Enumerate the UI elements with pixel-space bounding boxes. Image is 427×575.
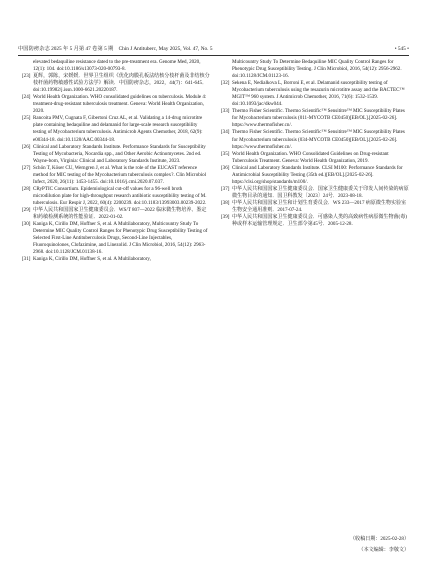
reference-text: elevated bedaquiline resistance dated to the pre-treatment era. Genome Med, 2020, 12(1): 104. doi:10.1186/s13073-020-00793-8. <box>33 59 201 73</box>
reference-number: [27] <box>22 164 31 171</box>
reference-entry <box>22 186 210 207</box>
reference-text: Kaniga K, Cirillo DM, Hoffner S, et al. A Multilaboratory, Multicountry Study To Determine MIC Quality Control Ranges for Phenotypic Drug Susceptibility Testing of Selected First-Line Antituberculosis Drugs, Second-Line Injectables, Fluoroquinolones, Clofazimine, and Linezolid. J Clin Microbiol, 2016, 54(12): 2963-2968. doi:10.1128/JCM.01138-16. <box>33 221 208 256</box>
reference-continuation <box>22 59 210 73</box>
reference-entry <box>221 200 409 214</box>
journal-header-text: 中国防痨杂志 2025 年 5 月第 47 卷第 5 期 Chin J Antituberc, May 2025, Vol. 47, No. 5 <box>18 46 213 52</box>
reference-entry <box>221 108 409 129</box>
reference-number: [25] <box>22 115 31 122</box>
header-rule <box>18 55 409 56</box>
references-right-column <box>221 59 409 228</box>
reference-text: Thermo Fisher Scientific. Thermo Scientific™ Sensititre™ MIC Susceptibility Plates for Mycobacterium tuberculosis (011-MYCOTB CE0450)[EB/OL].[2025-02-26]. https://www.thermofisher.cn/. <box>232 108 405 129</box>
page-number: • 545 • <box>394 46 409 52</box>
reference-number: [34] <box>221 129 230 136</box>
received-date: （收稿日期：2025-02-28） <box>350 536 409 542</box>
reference-text: Kaniga K, Cirillo DM, Hoffner S, et al. A Multilaboratory, <box>33 256 151 263</box>
reference-entry <box>22 207 210 221</box>
reference-text: Rancoita PMV, Cugnata F, Gibertoni Cruz AL, et al. Validating a 14-drug microtitre plate containing bedaquiline and delamanid for large-scale research susceptibility testing of Mycobacterium tuberculosis. Antimicrob Agents Chemother, 2018, 62(9): e00344-18. doi:10.1128/AAC.00344-18. <box>33 115 203 143</box>
reference-entry <box>22 144 210 165</box>
running-header <box>18 44 409 54</box>
reference-entry <box>221 151 409 165</box>
reference-number: [30] <box>22 221 31 228</box>
reference-text: World Health Organization. WHO Consolidated Guidelines on Drug-resistant Tuberculosis Treatment. Geneva: World Health Organization, 2019. <box>232 150 389 164</box>
reference-text: CRyPTIC Consortium. Epidemiological cut-off values for a 96-well broth microdilution plate for high-throughput research antibiotic susceptibility testing of M. tuberculosis. Eur Respir J, 2022, 60(4): 2200239. doi:10.1183/13993003.00239-2022. <box>33 185 207 206</box>
reference-number: [28] <box>22 185 31 192</box>
reference-number: [38] <box>221 199 230 206</box>
reference-number: [32] <box>221 80 230 87</box>
reference-number: [36] <box>221 164 230 171</box>
reference-text: 中华人民共和国国家卫生健康委员会．国家卫生健康委关于印发人间传染的病原微生物目录的通知．国卫科教发〔2023〕24号．2023-08-18. <box>232 185 409 199</box>
reference-entry <box>221 80 409 108</box>
reference-entry <box>22 94 210 115</box>
reference-text: 中华人民共和国国家卫生和计划生育委员会．WS 233—2017 病原微生物实验室生物安全通用准则．2017-07-24. <box>232 199 407 213</box>
reference-text: World Health Organization. WHO consolidated guidelines on tuberculosis. Module 4: treatment-drug-resistant tuberculosis treatment. Geneva: World Health Organization, 2020. <box>33 94 207 115</box>
reference-text: 中华人民共和国国家卫生健康委员会．WS/T 807—2022 临床微生物培养、鉴定和药敏检测系统的性能验证．2022-01-02. <box>33 206 207 221</box>
reference-text: 中华人民共和国国家卫生健康委员会．可感染人类的高致病性病原微生物菌(毒)种或样本运输管理规定．卫生部令第45号．2005-12-28. <box>232 214 407 228</box>
editor-credit: （本文编辑：李敬文） <box>358 547 409 553</box>
reference-number: [39] <box>221 214 230 221</box>
reference-text: Multicountry Study To Determine Bedaquiline MIC Quality Control Ranges for Phenotypic Drug Susceptibility Testing. J Clin Microbiol, 2016, 54(12): 2956-2962. doi:10.1128/JCM.01123-16. <box>232 59 402 80</box>
reference-text: 夏辉，郭陈，宋媛媛．世界卫生组织《优化肉膜孔板法结核分枝杆菌及非结核分枝杆菌药物敏感性试验方法学》解读．中国防痨杂志，2022，44(7)：641-645．doi:10.19982/j.issn.1000-6621.20220187. <box>33 73 210 94</box>
reference-entry <box>221 129 409 150</box>
reference-number: [26] <box>22 143 31 150</box>
reference-text: Clinical and Laboratory Standards Institute. Performance Standards for Susceptibility Testing of Mycobacteria, Nocardia spp., and Other Aerobic Actinomycetes. 2nd ed. Wayne-born, Virginia: Clinical and Laboratory Standards Institute, 2023. <box>33 143 206 164</box>
reference-continuation <box>221 59 409 80</box>
reference-entry <box>221 214 409 228</box>
reference-number: [23] <box>22 73 31 80</box>
reference-entry <box>22 73 210 94</box>
reference-entry <box>22 221 210 256</box>
reference-entry <box>22 115 210 143</box>
reference-number: [33] <box>221 108 230 115</box>
reference-entry <box>221 186 409 200</box>
reference-number: [24] <box>22 94 31 101</box>
references-left-column <box>22 59 210 263</box>
reference-number: [35] <box>221 150 230 157</box>
reference-entry <box>221 165 409 186</box>
reference-number: [37] <box>221 185 230 192</box>
reference-text: Sekena E, Nedialkova L, Borroni E, et al. Delamanid susceptibility testing of Mycobacterium tuberculosis using the resazurin microtitre assay and the BACTEC™ MGIT™ 960 system. J Antimicrob Chemother, 2016, 71(6): 1532-1539. doi:10.1093/jac/dkw044. <box>232 80 405 108</box>
reference-entry <box>22 256 210 263</box>
reference-number: [29] <box>22 206 31 213</box>
reference-text: Clinical and Laboratory Standards Institute. CLSI M100: Performance Standards for Antimicrobial Susceptibility Testing (35th ed.)[EB/OL].[2025-02-26]. https://clsi.org/shop/standards/m100/. <box>232 164 403 185</box>
reference-text: Thermo Fisher Scientific. Thermo Scientific™ Sensititre™ MIC Susceptibility Plates for Mycobacterium tuberculosis (034-MYCOTB CE0450)[EB/OL].[2025-02-26]. https://www.thermofisher.cn/. <box>232 129 405 150</box>
reference-number: [31] <box>22 256 31 263</box>
reference-entry <box>22 165 210 186</box>
reference-text: Schön T, Köser CU, Werngren J, et al. What is the role of the EUCAST reference method for MIC testing of the Mycobacterium tuberculosis complex?. Clin Microbiol Infect, 2020, 26(11): 1453-1455. doi:10.1016/j.cmi.2020.07.037. <box>33 164 207 185</box>
